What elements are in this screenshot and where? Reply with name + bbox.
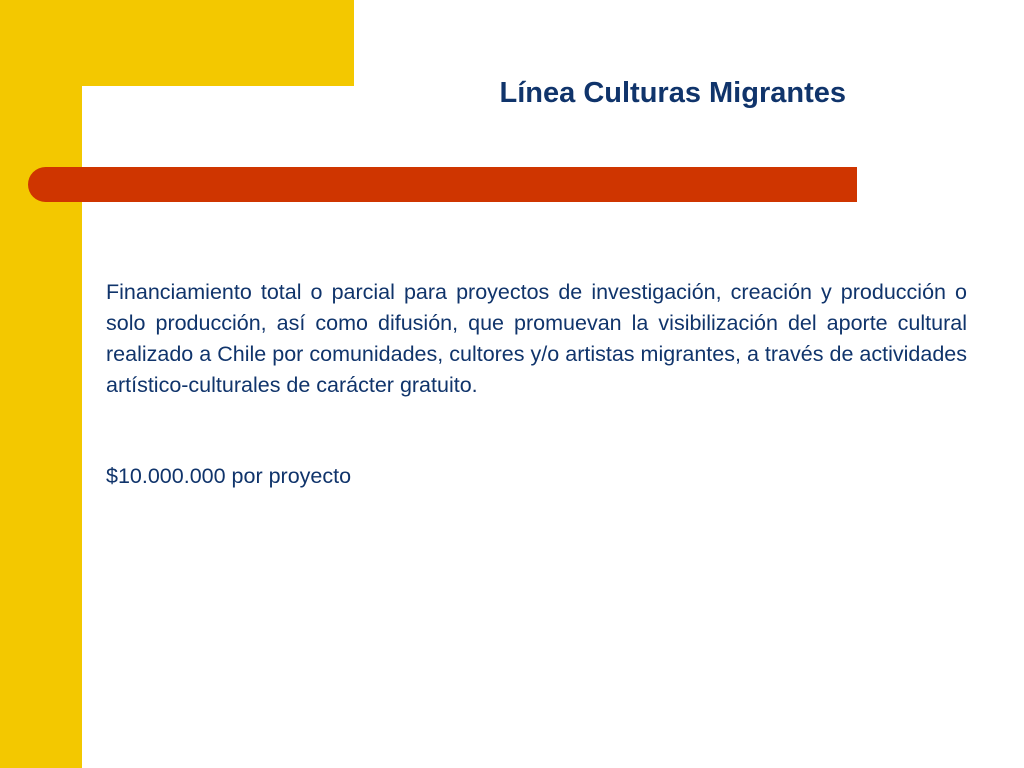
yellow-top-bar [0, 0, 354, 86]
yellow-left-bar [0, 0, 82, 768]
red-divider-bar [28, 167, 857, 202]
slide-title: Línea Culturas Migrantes [499, 77, 846, 109]
funding-amount: $10.000.000 por proyecto [106, 464, 352, 488]
slide-description: Financiamiento total o parcial para proyectos de investigación, creación y producción o solo producción, así como difusión, que promuevan la visibilización del aporte cultural realizado a Chile por comunidades, cultores y/o artistas migrantes, a través de actividades artístico-culturales de carácter gratuito. [106, 280, 967, 397]
